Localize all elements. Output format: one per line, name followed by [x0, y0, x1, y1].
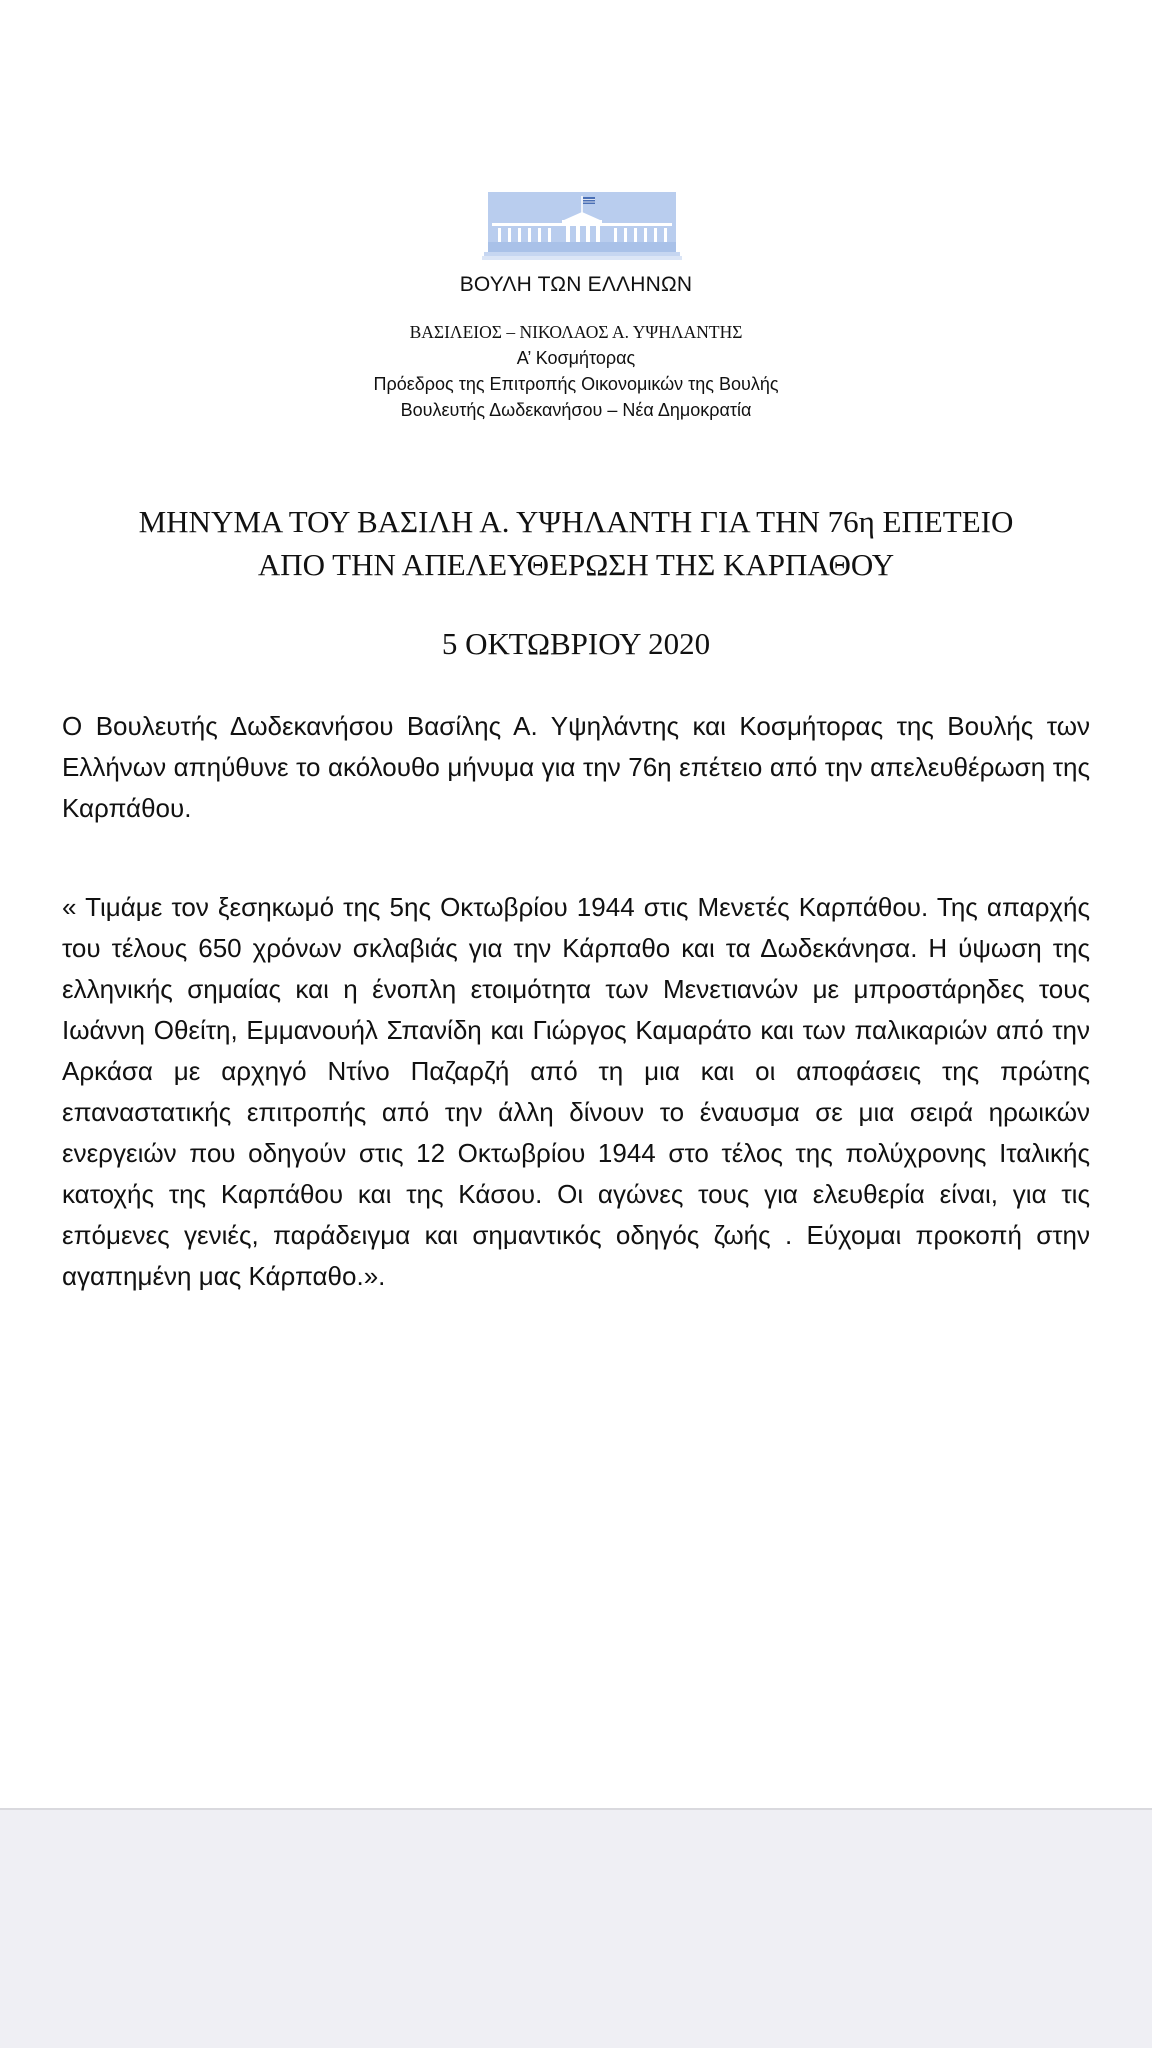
member-role: Α’ Κοσμήτορας — [516, 348, 636, 368]
document-title-line-2: ΑΠΟ ΤΗΝ ΑΠΕΛΕΥΘΕΡΩΣΗ ΤΗΣ ΚΑΡΠΑΘΟΥ — [257, 547, 895, 582]
member-name: ΒΑΣΙΛΕΙΟΣ – ΝΙΚΟΛΑΟΣ Α. ΥΨΗΛΑΝΤΗΣ — [409, 322, 743, 342]
hellenic-parliament-building-icon — [482, 190, 682, 270]
member-committee: Πρόεδρος της Επιτροπής Οικονομικών της Βουλής — [373, 374, 779, 394]
member-constituency: Βουλευτής Δωδεκανήσου – Νέα Δημοκρατία — [400, 400, 752, 420]
document-date: 5 ΟΚΤΩΒΡΙΟΥ 2020 — [441, 626, 711, 661]
institution-name: ΒΟΥΛΗ ΤΩΝ ΕΛΛΗΝΩΝ — [459, 273, 693, 296]
intro-paragraph: Ο Βουλευτής Δωδεκανήσου Βασίλης Α. Υψηλάντης και Κοσμήτορας της Βουλής των Ελλήνων απηύθυνε το ακόλουθο μήνυμα για την 76η επέτειο από την απελευθέρωση της Καρπάθου. — [62, 711, 1090, 823]
quote-paragraph: « Τιμάμε τον ξεσηκωμό της 5ης Οκτωβρίου 1944 στις Μενετές Καρπάθου. Της απαρχής του τέλους 650 χρόνων σκλαβιάς για την Κάρπαθο και τα Δωδεκάνησα. Η ύψωση της ελληνικής σημαίας και η ένοπλη ετοιμότητα των Μενετιανών με μπροστάρηδες τους Ιωάννη Οθείτη, Εμμανουήλ Σπανίδη και Γιώργος Καμαράτο και των παλικαριών από την Αρκάσα με αρχηγό Ντίνο Παζαρζή από τη μια και οι αποφάσεις της πρώτης επαναστατικής επιτροπής από την άλλη δίνουν το έναυσμα σε μια σειρά ηρωικών ενεργειών που οδηγούν στις 12 Οκτωβρίου 1944 στο τέλος της πολύχρονης Ιταλικής κατοχής της Καρπάθου και της Κάσου. Οι αγώνες τους για ελευθερία είναι, για τις επόμενες γενιές, παράδειγμα και σημαντικός οδηγός ζωής . Εύχομαι προκοπή στην αγαπημένη μας Κάρπαθο.». — [62, 892, 1090, 1291]
document-title-line-1: ΜΗΝΥΜΑ ΤΟΥ ΒΑΣΙΛΗ Α. ΥΨΗΛΑΝΤΗ ΓΙΑ ΤΗΝ 76η ΕΠΕΤΕΙΟ — [138, 504, 1014, 539]
